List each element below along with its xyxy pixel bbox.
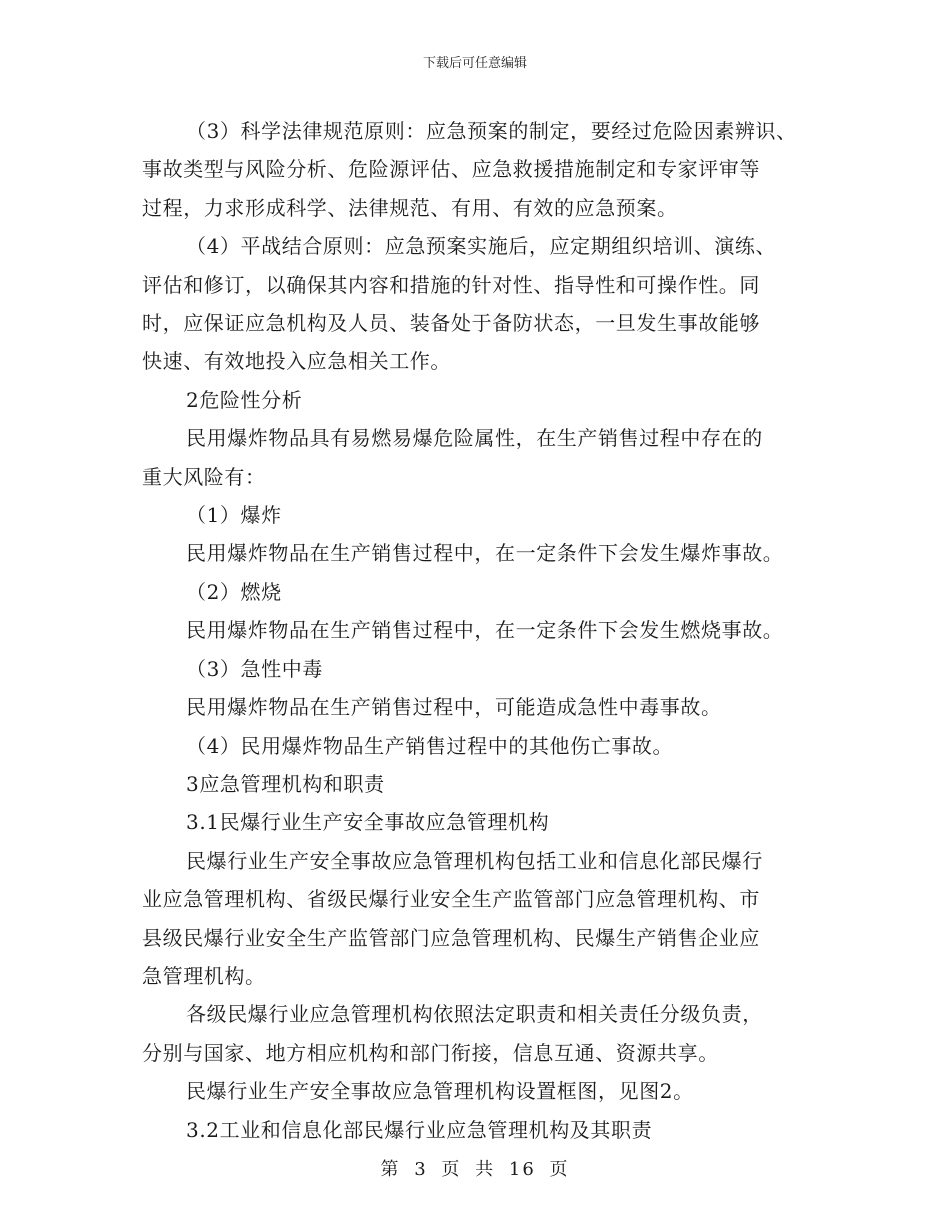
text-line: 民用爆炸物品具有易燃易爆危险属性，在生产销售过程中存在的 xyxy=(186,426,763,451)
text-line: 3.1民爆行业生产安全事故应急管理机构 xyxy=(186,810,550,835)
text-line: 2危险性分析 xyxy=(186,387,303,412)
text-line: 民爆行业生产安全事故应急管理机构设置框图，见图2。 xyxy=(186,1079,694,1104)
text-line: 快速、有效地投入应急相关工作。 xyxy=(142,349,451,374)
text-line: 过程，力求形成科学、法律规范、有用、有效的应急预案。 xyxy=(142,195,678,220)
text-line: 分别与国家、地方相应机构和部门衔接，信息互通、资源共享。 xyxy=(142,1040,719,1065)
text-line: （3）急性中毒 xyxy=(186,656,323,681)
footer-total-pages: 16 xyxy=(508,1159,536,1180)
text-line: 民用爆炸物品在生产销售过程中，在一定条件下会发生爆炸事故。 xyxy=(186,541,784,566)
text-line: 评估和修订，以确保其内容和措施的针对性、指导性和可操作性。同 xyxy=(142,272,760,297)
text-line: 3应急管理机构和职责 xyxy=(186,771,385,796)
text-line: 业应急管理机构、省级民爆行业安全生产监管部门应急管理机构、市 xyxy=(142,887,760,912)
text-line: 重大风险有： xyxy=(142,464,266,489)
text-line: （4）平战结合原则：应急预案实施后，应定期组织培训、演练、 xyxy=(186,234,777,259)
text-line: （1）爆炸 xyxy=(186,503,282,528)
text-line: （2）燃烧 xyxy=(186,579,282,604)
text-line: 民用爆炸物品在生产销售过程中，在一定条件下会发生燃烧事故。 xyxy=(186,618,784,643)
text-line: 时，应保证应急机构及人员、装备处于备防状态，一旦发生事故能够 xyxy=(142,311,760,336)
footer-prefix: 第 xyxy=(380,1159,401,1180)
text-line: 事故类型与风险分析、危险源评估、应急救援措施制定和专家评审等 xyxy=(142,157,760,182)
page-footer xyxy=(0,1155,950,1181)
footer-total-label: 共 xyxy=(475,1159,496,1180)
text-line: 民爆行业生产安全事故应急管理机构包括工业和信息化部民爆行 xyxy=(186,848,763,873)
page-header: 下载后可任意编辑 xyxy=(422,56,527,71)
text-line: 各级民爆行业应急管理机构依照法定职责和相关责任分级负责， xyxy=(186,1002,763,1027)
document-body xyxy=(142,112,832,1149)
footer-page-label: 页 xyxy=(441,1159,462,1180)
text-line: 3.2工业和信息化部民爆行业应急管理机构及其职责 xyxy=(186,1117,653,1142)
text-line: 县级民爆行业安全生产监管部门应急管理机构、民爆生产销售企业应 xyxy=(142,925,760,950)
footer-page-number: 3 xyxy=(414,1159,428,1180)
footer-suffix: 页 xyxy=(549,1159,570,1180)
text-line: 急管理机构。 xyxy=(142,963,266,988)
text-line: （3）科学法律规范原则：应急预案的制定，要经过危险因素辨识、 xyxy=(186,119,797,143)
text-line: 民用爆炸物品在生产销售过程中，可能造成急性中毒事故。 xyxy=(186,695,722,720)
text-line: （4）民用爆炸物品生产销售过程中的其他伤亡事故。 xyxy=(186,733,674,758)
